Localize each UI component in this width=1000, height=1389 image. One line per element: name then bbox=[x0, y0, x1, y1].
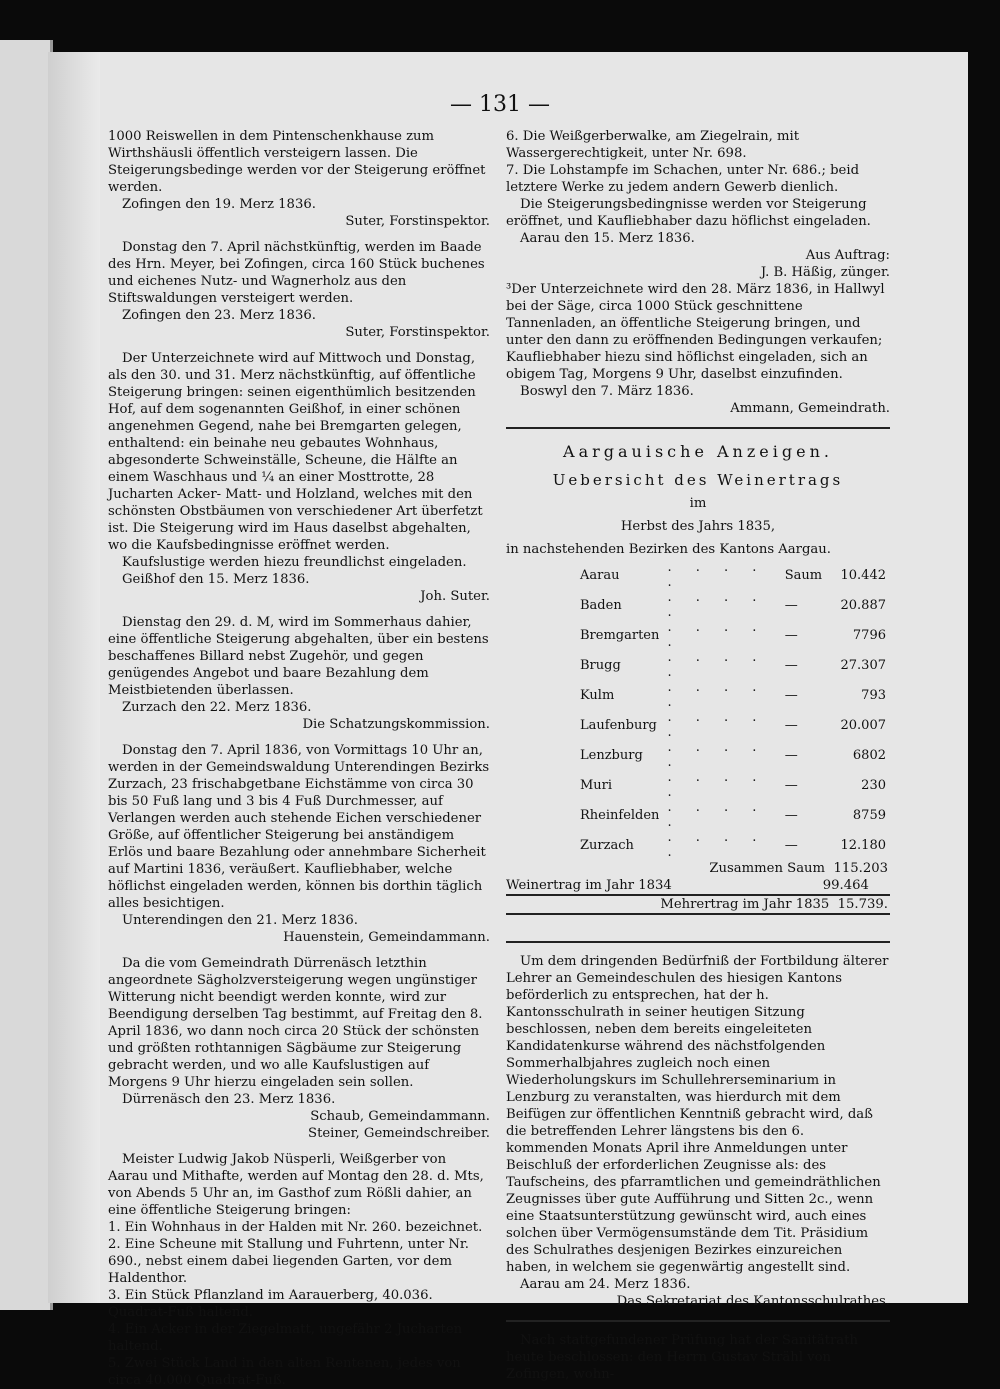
right-column-bottom-para: Aarau am 24. Merz 1836. bbox=[520, 1277, 691, 1292]
wine-dots: . . . . . bbox=[667, 740, 767, 770]
left-column-para: 3. Ein Stück Pflanzland im Aarauerberg, 40.036. Quadrat-Fuß haltend. bbox=[108, 1288, 433, 1320]
left-column-para: Joh. Suter. bbox=[420, 589, 490, 604]
right-column-notices bbox=[506, 128, 890, 417]
wine-district: Bremgarten bbox=[580, 627, 660, 643]
wine-unit: — bbox=[784, 837, 798, 853]
wine-value: 27.307 bbox=[840, 657, 886, 673]
right-column-bottom-para: Um dem dringenden Bedürfniß der Fortbildung älterer Lehrer an Gemeindeschulen des hiesigen Kantons beförderlich zu entsprechen, hat der h. Kantonsschulrath in seiner heutigen Sitzung beschlossen, neben dem bereits eingeleiteten Kandidatenkurse während des nächstfolgenden Sommerhalbjahres zugleich noch einen Wiederholungskurs im Schullehrerseminarium in Lenzburg zu veranstalten, was hierdurch mit dem Beifügen zur öffentlichen Kenntniß gebracht wird, daß die betreffenden Lehrer längstens bis den 6. kommenden Monats April ihre Anmeldungen unter Beischluß der erforderlichen Zeugnisse als: des Taufscheins, des pfarramtlichen und gemeindräthlichen Zeugnisses über gute Aufführung und Sitten 2c., wenn eine Staatsunterstützung gewünscht wird, auch eines solchen über Vermögensumstände dem Tit. Präsidium des Schulrathes desjenigen Bezirkes einzureichen haben, in welchem sie gegenwärtig angestellt sind. bbox=[506, 954, 889, 1275]
left-column-para: Donstag den 7. April nächstkünftig, werden im Baade des Hrn. Meyer, bei Zofingen, circa 160 Stück buchenes und eichenes Nutz- und Wagnerholz aus den Stiftswaldungen versteigert werden. bbox=[108, 240, 485, 306]
left-column-para: 4. Ein Acker in der Ziegelmatt, ungefähr 2 Jucharten haltend. bbox=[108, 1322, 463, 1354]
wine-value: 20.887 bbox=[840, 597, 886, 613]
wine-row bbox=[576, 590, 890, 620]
final-notice: Nach stattgefundener Prüfung hat der Sanitätrath heute beschlossen: den Herrn Gustav Strähl von Zofingen, wohn- bbox=[506, 1333, 858, 1382]
wine-row bbox=[576, 770, 890, 800]
right-column-top-para: Die Steigerungsbedingnisse werden vor Steigerung eröffnet, und Kaufliebhaber dazu höflichst eingeladen. bbox=[506, 197, 871, 229]
wine-table-title: Uebersicht des Weinertrags bbox=[552, 471, 844, 489]
wine-row bbox=[576, 620, 890, 650]
wine-unit: — bbox=[784, 747, 798, 763]
right-column-top-para: Ammann, Gemeindrath. bbox=[730, 401, 890, 416]
left-column-para bbox=[108, 230, 490, 239]
wine-total-row bbox=[506, 860, 890, 877]
left-column-para: Meister Ludwig Jakob Nüsperli, Weißgerber von Aarau und Mithafte, werden auf Montag den 28. d. Mts, von Abends 5 Uhr an, im Gasthof zum Rößli dahier, an eine öffentliche Steigerung bringen: bbox=[108, 1152, 484, 1218]
wine-district: Kulm bbox=[580, 687, 615, 703]
wine-value: 10.442 bbox=[840, 567, 886, 583]
wine-district: Laufenburg bbox=[580, 717, 657, 733]
wine-dots: . . . . . bbox=[667, 830, 767, 860]
divider bbox=[506, 941, 890, 943]
wine-unit: — bbox=[784, 687, 798, 703]
wine-row bbox=[576, 650, 890, 680]
right-column-top-para: J. B. Häßig, zünger. bbox=[760, 265, 890, 280]
wine-1834-label: Weinertrag im Jahr 1834 bbox=[506, 878, 672, 893]
left-column-para: Dürrenäsch den 23. Merz 1836. bbox=[122, 1092, 336, 1107]
left-column-para: Dienstag den 29. d. M, wird im Sommerhaus dahier, eine öffentliche Steigerung abgehalten, über ein bestens beschaffenes Billard nebst Zugehör, und gegen genügendes Angebot und baare Bezahlung dem Meistbietenden überlassen. bbox=[108, 615, 489, 698]
wine-unit: — bbox=[784, 777, 798, 793]
wine-value: 20.007 bbox=[840, 717, 886, 733]
wine-unit: — bbox=[784, 807, 798, 823]
left-column-para: Da die vom Gemeindrath Dürrenäsch letzthin angeordnete Sägholzversteigerung wegen ungünstiger Witterung nicht beendigt werden konnte, wird zur Beendigung derselben Tag bestimmt, auf Freitag den 8. April 1836, wo dann noch circa 20 Stück der schönsten und größten rothtannigen Sägbäume zur Steigerung gebracht werden, und wo alle Kaufslustigen auf Morgens 9 Uhr hierzu eingeladen sein sollen. bbox=[108, 956, 483, 1090]
left-column-para: Schaub, Gemeindammann. bbox=[310, 1109, 490, 1124]
left-column-para: 1. Ein Wohnhaus in der Halden mit Nr. 260. bezeichnet. bbox=[108, 1220, 483, 1235]
wine-row bbox=[576, 680, 890, 710]
right-column-top-para: Boswyl den 7. März 1836. bbox=[520, 384, 694, 399]
wine-row bbox=[576, 800, 890, 830]
wine-value: 230 bbox=[861, 777, 886, 793]
left-column-para: Zofingen den 19. Merz 1836. bbox=[122, 197, 316, 212]
page-gutter bbox=[48, 52, 100, 1303]
left-column-para bbox=[108, 605, 490, 614]
wine-row bbox=[576, 560, 890, 590]
right-column-top-para: Aarau den 15. Merz 1836. bbox=[520, 231, 695, 246]
left-column-para: 5. Zwei Stück Land in den alten Rentenen, jedes von circa 40.000 Quadrat-Fuß. bbox=[108, 1356, 461, 1388]
left-column-para bbox=[108, 733, 490, 742]
left-column bbox=[108, 128, 490, 1389]
wine-dots: . . . . . bbox=[667, 800, 767, 830]
wine-district: Baden bbox=[580, 597, 622, 613]
wine-value: 7796 bbox=[852, 627, 886, 643]
school-notice bbox=[506, 953, 890, 1310]
wine-unit: — bbox=[784, 657, 798, 673]
left-column-para bbox=[108, 1142, 490, 1151]
wine-row bbox=[576, 740, 890, 770]
left-column-para: Zofingen den 23. Merz 1836. bbox=[122, 308, 316, 323]
left-column-para: Die Schatzungskommission. bbox=[302, 717, 490, 732]
right-column-top-para: 6. Die Weißgerberwalke, am Ziegelrain, mit Wassergerechtigkeit, unter Nr. 698. bbox=[506, 129, 800, 161]
right-column-top-para: Aus Auftrag: bbox=[805, 248, 890, 263]
wine-district: Brugg bbox=[580, 657, 621, 673]
facing-page-edge bbox=[0, 40, 53, 1310]
divider bbox=[506, 427, 890, 429]
wine-dots: . . . . . bbox=[667, 590, 767, 620]
wine-dots: . . . . . bbox=[667, 710, 767, 740]
wine-dots: . . . . . bbox=[667, 620, 767, 650]
wine-table bbox=[576, 560, 890, 860]
wine-more-value: 15.739. bbox=[837, 897, 888, 912]
wine-value: 12.180 bbox=[840, 837, 886, 853]
left-column-para: Zurzach den 22. Merz 1836. bbox=[122, 700, 312, 715]
right-column-bottom-para: Das Sekretariat des Kantonsschulrathes. bbox=[616, 1294, 890, 1309]
wine-row bbox=[576, 830, 890, 860]
wine-value: 793 bbox=[861, 687, 886, 703]
wine-district: Lenzburg bbox=[580, 747, 643, 763]
page-number: — 131 — bbox=[450, 92, 550, 117]
left-column-para: Steiner, Gemeindschreiber. bbox=[308, 1126, 490, 1141]
wine-1834-row bbox=[506, 877, 890, 896]
wine-total-value: 115.203 bbox=[833, 861, 888, 876]
wine-1834-value: 99.464 bbox=[822, 878, 869, 893]
wine-unit: Saum bbox=[784, 567, 823, 583]
left-column-para: Geißhof den 15. Merz 1836. bbox=[122, 572, 310, 587]
wine-value: 6802 bbox=[852, 747, 886, 763]
left-column-para: Der Unterzeichnete wird auf Mittwoch und Donstag, als den 30. und 31. Merz nächstkünftig, auf öffentliche Steigerung bringen: seinen eigenthümlich besitzenden Hof, auf dem sogenannten Geißhof, in einer schönen angenehmen Gegend, nahe bei Bremgarten gelegen, enthaltend: ein beinahe neu gebautes Wohnhaus, abgesonderte Schweinställe, Scheune, die Hälfte an einem Waschhaus und ¼ an einer Mosttrotte, 28 Jucharten Acker- Matt- und Holzland, welches mit den schönsten Obstbäumen von verschiedener Art überfetzt ist. Die Steigerung wird im Haus daselbst abgehalten, wo die Kaufsbedingnisse eröffnet werden. bbox=[108, 351, 483, 553]
wine-dots: . . . . . bbox=[667, 560, 767, 590]
wine-district: Zurzach bbox=[580, 837, 634, 853]
left-column-para: Donstag den 7. April 1836, von Vormittags 10 Uhr an, werden in der Gemeindswaldung Unterendingen Bezirks Zurzach, 23 frischabgetbane Eichstämme von circa 30 bis 50 Fuß lang und 3 bis 4 Fuß Durchmesser, auf Verlangen werden auch stehende Eichen verschiedener Größe, auf öffentlicher Steigerung bei anständigem Erlös und baare Bezahlung oder annehmbare Sicherheit auf Martini 1836, veräußert. Kaufliebhaber, welche höflichst eingeladen werden, können bis dorthin täglich alles besichtigen. bbox=[108, 743, 490, 911]
left-column-para: Suter, Forstinspektor. bbox=[345, 214, 490, 229]
wine-table-season: Herbst des Jahrs 1835, bbox=[620, 519, 776, 534]
right-column bbox=[506, 128, 890, 1383]
wine-district: Muri bbox=[580, 777, 613, 793]
left-column-para bbox=[108, 341, 490, 350]
wine-row bbox=[576, 710, 890, 740]
left-column-para: Suter, Forstinspektor. bbox=[345, 325, 490, 340]
wine-more-row bbox=[506, 896, 890, 915]
wine-district: Aarau bbox=[580, 567, 620, 583]
left-column-para: Kaufslustige werden hiezu freundlichst eingeladen. bbox=[122, 555, 467, 570]
left-column-para: Hauenstein, Gemeindammann. bbox=[283, 930, 490, 945]
left-column-para: Unterendingen den 21. Merz 1836. bbox=[122, 913, 358, 928]
right-column-top-para: ³Der Unterzeichnete wird den 28. März 1836, in Hallwyl bei der Säge, circa 1000 Stück geschnittene Tannenladen, an öffentliche Steigerung bringen, und unter den dann zu eröffnenden Bedingungen verkaufen; Kaufliebhaber hiezu sind höflichst eingeladen, sich an obigem Tag, Morgens 9 Uhr, daselbst einzufinden. bbox=[506, 282, 885, 382]
wine-dots: . . . . . bbox=[667, 680, 767, 710]
left-column-para: 2. Eine Scheune mit Stallung und Fuhrtenn, unter Nr. 690., nebst einem dabei liegenden Garten, vor dem Haldenthor. bbox=[108, 1237, 469, 1286]
wine-table-intro: in nachstehenden Bezirken des Kantons Aargau. bbox=[506, 542, 831, 557]
left-column-para bbox=[108, 946, 490, 955]
divider bbox=[506, 1320, 890, 1322]
wine-unit: — bbox=[784, 717, 798, 733]
wine-total-label: Zusammen Saum bbox=[709, 861, 826, 876]
wine-unit: — bbox=[784, 597, 798, 613]
wine-table-im: im bbox=[689, 496, 707, 511]
wine-dots: . . . . . bbox=[667, 770, 767, 800]
left-column-para: 1000 Reiswellen in dem Pintenschenkhause zum Wirthshäusli öffentlich versteigern lassen. Die Steigerungsbedinge werden vor der Steigerung eröffnet werden. bbox=[108, 129, 486, 195]
wine-unit: — bbox=[784, 627, 798, 643]
wine-more-label: Mehrertrag im Jahr 1835 bbox=[660, 897, 830, 912]
wine-district: Rheinfelden bbox=[580, 807, 660, 823]
right-column-top-para: 7. Die Lohstampfe im Schachen, unter Nr. 686.; beid letztere Werke zu jedem andern Gewerb dienlich. bbox=[506, 163, 860, 195]
section-title: Aargauische Anzeigen. bbox=[563, 442, 833, 461]
wine-dots: . . . . . bbox=[667, 650, 767, 680]
wine-value: 8759 bbox=[852, 807, 886, 823]
